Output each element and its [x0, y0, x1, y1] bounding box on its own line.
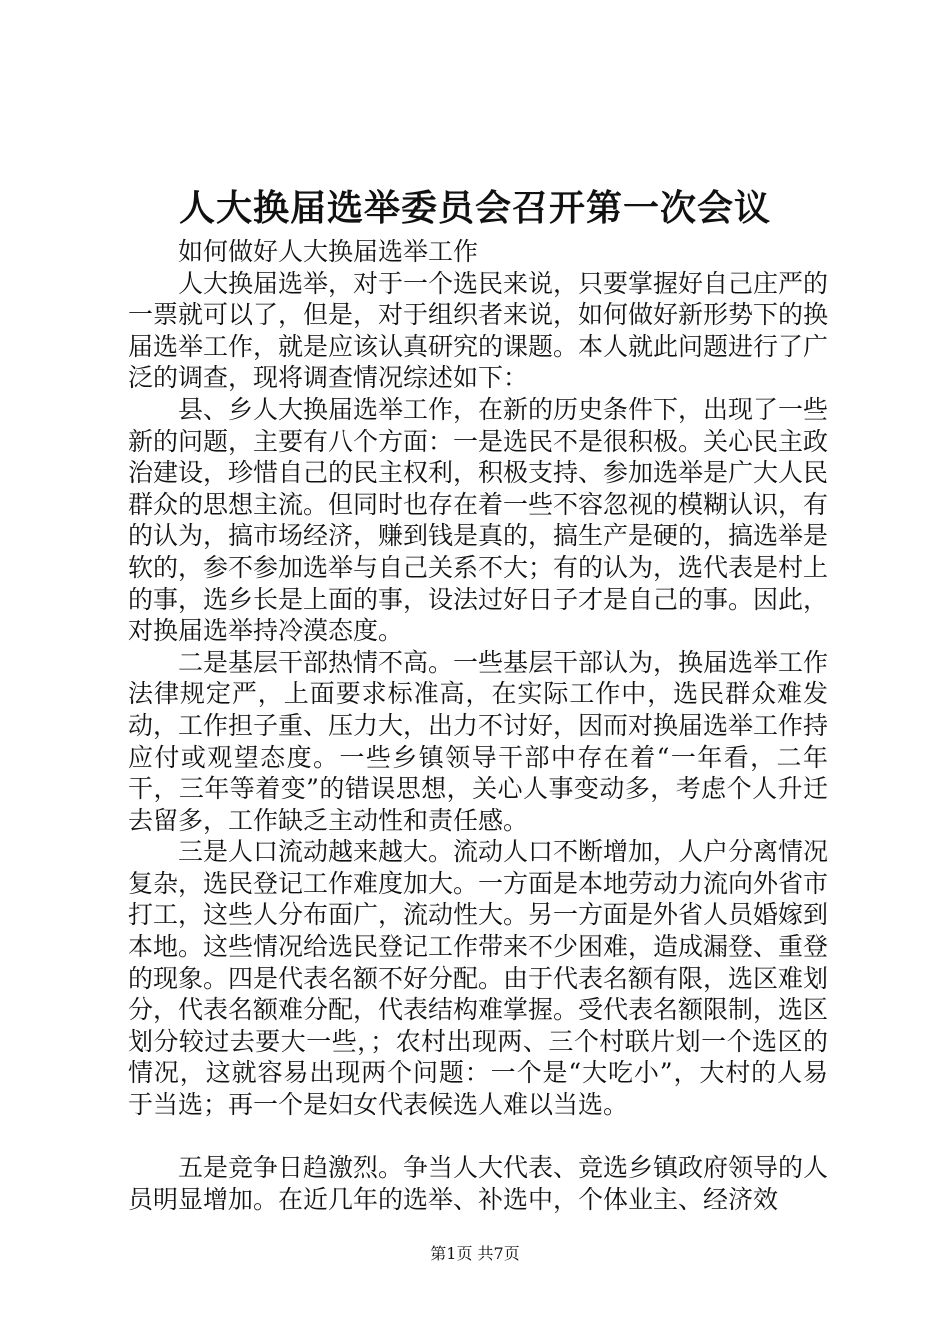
paragraph-subtitle: 如何做好人大换届选举工作: [178, 237, 479, 266]
paragraph-point-two: 二是基层干部热情不高。一些基层干部认为，换届选举工作法律规定严，上面要求标准高，在实际工作中，选民群众难发动，工作担子重、压力大，出力不讨好，因而对换届选举工作持应付或观望态度。一些乡镇领导干部中存在着“一年看，二年干，三年等着变”的错误思想，关心人事变动多，考虑个人升迁去留多，工作缺乏主动性和责任感。: [128, 647, 829, 835]
paragraph-point-three-four: 三是人口流动越来越大。流动人口不断增加，人户分离情况复杂，选民登记工作难度加大。一方面是本地劳动力流向外省市打工，这些人分布面广，流动性大。另一方面是外省人员婚嫁到本地。这些情况给选民登记工作带来不少困难，造成漏登、重登的现象。四是代表名额不好分配。由于代表名额有限，选区难划分，代表名额难分配，代表结构难掌握。受代表名额限制，选区划分较过去要大一些，；农村出现两、三个村联片划一个选区的情况，这就容易出现两个问题：一个是“大吃小”，大村的人易于当选；再一个是妇女代表候选人难以当选。: [128, 837, 829, 1120]
paragraph-point-five: 五是竞争日趋激烈。争当人大代表、竞选乡镇政府领导的人员明显增加。在近几年的选举、补选中，个体业主、经济效: [128, 1153, 829, 1214]
page-footer: 第1页 共7页: [430, 1244, 520, 1263]
paragraph-point-one: 县、乡人大换届选举工作，在新的历史条件下，出现了一些新的问题，主要有八个方面：一是选民不是很积极。关心民主政治建设，珍惜自己的民主权利，积极支持、参加选举是广大人民群众的思想主流。但同时也存在着一些不容忽视的模糊认识，有的认为，搞市场经济，赚到钱是真的，搞生产是硬的，搞选举是软的，参不参加选举与自己关系不大；有的认为，选代表是村上的事，选乡长是上面的事，设法过好日子才是自己的事。因此，对换届选举持冷漠态度。: [128, 394, 829, 646]
paragraph-intro: 人大换届选举，对于一个选民来说，只要掌握好自己庄严的一票就可以了，但是，对于组织者来说，如何做好新形势下的换届选举工作，就是应该认真研究的课题。本人就此问题进行了广泛的调查，现将调查情况综述如下：: [128, 268, 829, 393]
document-title: 人大换届选举委员会召开第一次会议: [178, 187, 771, 229]
document-body: [128, 236, 828, 1215]
